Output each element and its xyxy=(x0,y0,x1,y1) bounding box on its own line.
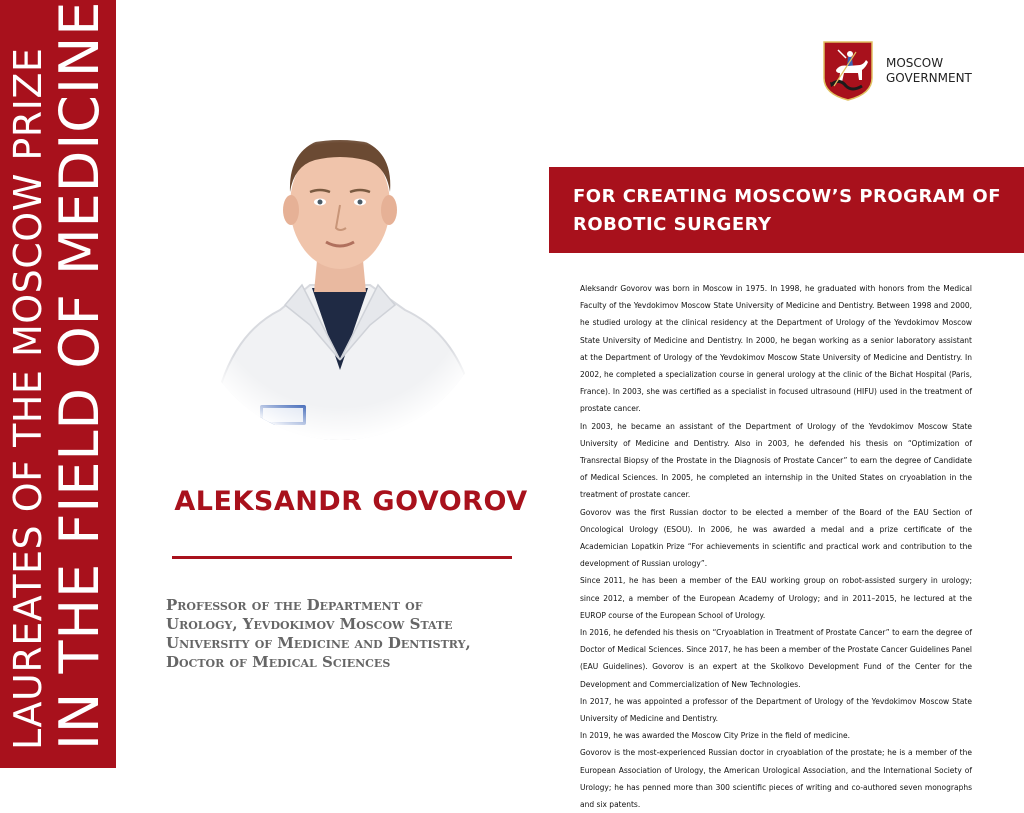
award-banner xyxy=(549,167,1024,253)
award-title: FOR CREATING MOSCOW’S PROGRAM OF ROBOTIC SURGERY xyxy=(573,186,1002,235)
moscow-coat-of-arms-icon xyxy=(822,40,874,102)
bio-paragraph: In 2016, he defended his thesis on “Cryoablation in Treatment of Prostate Cancer” to earn the degree of Doctor of Medical Sciences. Since 2017, he has been a member of the Prostate Cancer Guidelines Panel (EAU Guidelines). Govorov is an expert at the Skolkovo Development Fund of the Center for the Development and Commercialization of New Technologies. xyxy=(580,628,972,689)
bio-paragraph: Since 2011, he has been a member of the EAU working group on robot-assisted surgery in urology; since 2012, a member of the European Academy of Urology; and in 2011–2015, he lectured at the EUROP course of the European School of Urology. xyxy=(580,576,972,620)
sidebar-title xyxy=(0,0,116,768)
name-divider xyxy=(172,556,512,559)
laureate-position: Professor of the Department of Urology, Yevdokimov Moscow State University of Medicine and Dentistry, Doctor of Medical Sciences xyxy=(166,596,471,671)
bio-paragraph: Govorov is the most-experienced Russian doctor in cryoablation of the prostate; he is a member of the European Association of Urology, the American Urological Association, and the International Society of Urology; he has penned more than 300 scientific pieces of writing and co-authored seven monographs and six patents. xyxy=(580,748,972,810)
sidebar-title-line1: LAUREATES OF THE MOSCOW PRIZE xyxy=(6,47,50,750)
sidebar-banner xyxy=(0,0,116,768)
bio-paragraph: Aleksandr Govorov was born in Moscow in 1975. In 1998, he graduated with honors from the Medical Faculty of the Yevdokimov Moscow State University of Medicine and Dentistry. Between 1998 and 2000, he studied urology at the clinical residency at the Department of Urology of the Yevdokimov Moscow State University of Medicine and Dentistry. In 2000, he began working as a senior laboratory assistant at the Department of Urology of the Yevdokimov Moscow State University of Medicine and Dentistry. In 2002, he completed a specialization course in general urology at the clinic of the Bichat Hospital (Paris, France). In 2003, she was certified as a specialist in focused ultrasound (HIFU) used in the treatment of prostate cancer. xyxy=(580,284,972,414)
logo-text xyxy=(886,56,972,86)
bio-paragraph: In 2003, he became an assistant of the Department of Urology of the Yevdokimov Moscow State University of Medicine and Dentistry. Also in 2003, he defended his thesis on “Optimization of Transrectal Biopsy of the Prostate in the Diagnosis of Prostate Cancer” to earn the degree of Candidate of Medical Sciences. In 2005, he completed an internship in the United States on cryoablation in the treatment of prostate cancer. xyxy=(580,421,972,500)
laureate-name: ALEKSANDR GOVOROV xyxy=(174,486,528,517)
bio-paragraph: In 2019, he was awarded the Moscow City Prize in the field of medicine. xyxy=(580,731,851,741)
sidebar-title-line2: IN THE FIELD OF MEDICINE xyxy=(48,0,111,750)
biography xyxy=(580,280,972,813)
logo-text-line2: GOVERNMENT xyxy=(886,71,972,85)
logo-text-line1: MOSCOW xyxy=(886,56,944,70)
moscow-government-logo xyxy=(822,40,972,102)
bio-paragraph: Govorov was the first Russian doctor to be elected a member of the Board of the EAU Section of Oncological Urology (ESOU). In 2006, he was awarded a medal and a prize certificate of the Academician Lopatkin Prize “For achievements in scientific and practical work and contribution to the development of Russian urology”. xyxy=(580,507,972,569)
bio-paragraph: In 2017, he was appointed a professor of the Department of Urology of the Yevdokimov Moscow State University of Medicine and Dentistry. xyxy=(580,696,972,724)
portrait-photo xyxy=(190,110,490,440)
